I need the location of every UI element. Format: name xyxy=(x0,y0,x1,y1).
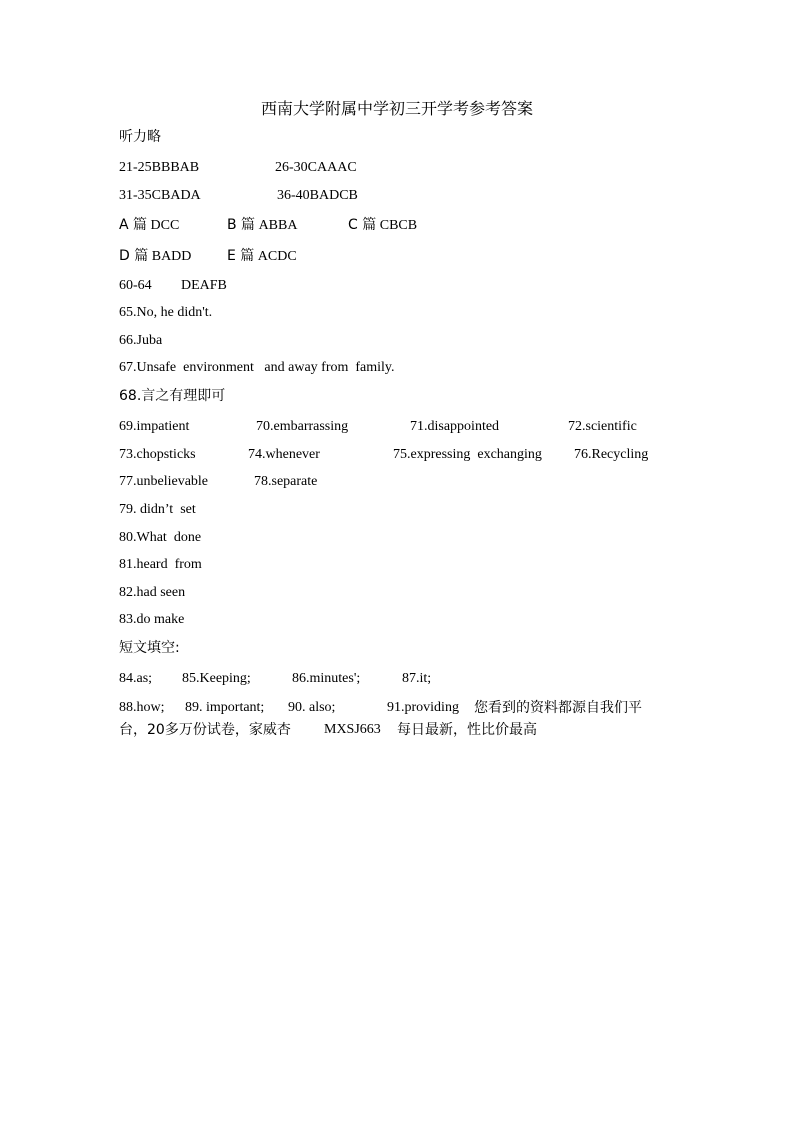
answer-81: 81.heard from xyxy=(119,557,202,572)
answer-65: 65.No, he didn't. xyxy=(119,305,213,320)
answers-60-64-label: 60-64 xyxy=(119,278,152,293)
answers-row-84-87 xyxy=(119,670,679,688)
answers-row-60-64 xyxy=(119,277,679,295)
answer-82: 82.had seen xyxy=(119,585,186,600)
answers-26-30: 26-30CAAAC xyxy=(275,160,357,175)
answer-78: 78.separate xyxy=(254,474,318,489)
passage-c xyxy=(348,216,417,235)
answer-77: 77.unbelievable xyxy=(119,474,209,489)
answers-row-73-76 xyxy=(119,446,679,464)
answer-84: 84.as; xyxy=(119,671,153,686)
passage-a xyxy=(119,216,179,235)
answers-row-21-30 xyxy=(119,159,679,177)
answers-row-69-72 xyxy=(119,418,679,436)
passage-e-label: E 篇 xyxy=(227,248,255,264)
answer-85: 85.Keeping; xyxy=(182,671,251,686)
answer-71: 71.disappointed xyxy=(410,419,500,434)
passage-d-label: D 篇 xyxy=(119,248,149,264)
passage-d-answer: BADD xyxy=(148,249,192,264)
answers-60-64: DEAFB xyxy=(181,278,227,293)
answer-72: 72.scientific xyxy=(568,419,637,434)
answer-83: 83.do make xyxy=(119,612,185,627)
cloze-heading: 短文填空: xyxy=(119,640,180,656)
answer-88: 88.how; xyxy=(119,700,165,715)
passage-d xyxy=(119,247,191,266)
passage-b-answer: ABBA xyxy=(255,218,298,233)
answer-69: 69.impatient xyxy=(119,419,190,434)
promo-text-prefix: 台，20多万份试卷，家威杏 xyxy=(119,722,291,738)
answer-89: 89. important; xyxy=(185,700,265,715)
answer-70: 70.embarrassing xyxy=(256,419,349,434)
answer-80: 80.What done xyxy=(119,530,202,545)
answers-row-passages-de xyxy=(119,247,679,265)
answers-row-31-40 xyxy=(119,187,679,205)
answers-31-35: 31-35CBADA xyxy=(119,188,201,203)
passage-b-label: B 篇 xyxy=(227,217,256,233)
answer-74: 74.whenever xyxy=(248,447,320,462)
answers-row-77-78 xyxy=(119,473,679,491)
answer-68: 68.言之有理即可 xyxy=(119,388,226,404)
passage-b xyxy=(227,216,297,235)
promo-text-line2 xyxy=(119,721,679,739)
answer-91: 91.providing xyxy=(387,700,459,715)
answer-75: 75.expressing exchanging xyxy=(393,447,542,462)
answer-79: 79. didn’t set xyxy=(119,502,196,517)
answer-76: 76.Recycling xyxy=(574,447,649,462)
passage-c-answer: CBCB xyxy=(376,218,418,233)
answers-row-88-91 xyxy=(119,699,679,717)
answer-66: 66.Juba xyxy=(119,333,163,348)
answer-90: 90. also; xyxy=(288,700,336,715)
answer-87: 87.it; xyxy=(402,671,432,686)
passage-e xyxy=(227,247,297,266)
answer-73: 73.chopsticks xyxy=(119,447,196,462)
passage-e-answer: ACDC xyxy=(254,249,297,264)
listening-note: 听力略 xyxy=(119,129,161,145)
answers-36-40: 36-40BADCB xyxy=(277,188,358,203)
passage-a-answer: DCC xyxy=(147,218,180,233)
passage-a-label: A 篇 xyxy=(119,217,148,233)
page-title: 西南大学附属中学初三开学考参考答案 xyxy=(260,99,533,118)
answer-67: 67.Unsafe environment and away from family. xyxy=(119,360,395,375)
promo-text-line1: 您看到的资料都源自我们平 xyxy=(474,700,642,716)
answers-row-passages-abc xyxy=(119,216,679,234)
promo-code: MXSJ663 xyxy=(324,722,381,737)
answer-86: 86.minutes'; xyxy=(292,671,361,686)
passage-c-label: C 篇 xyxy=(348,217,377,233)
answers-21-25: 21-25BBBAB xyxy=(119,160,200,175)
promo-text-suffix: 每日最新，性比价最高 xyxy=(397,722,537,738)
